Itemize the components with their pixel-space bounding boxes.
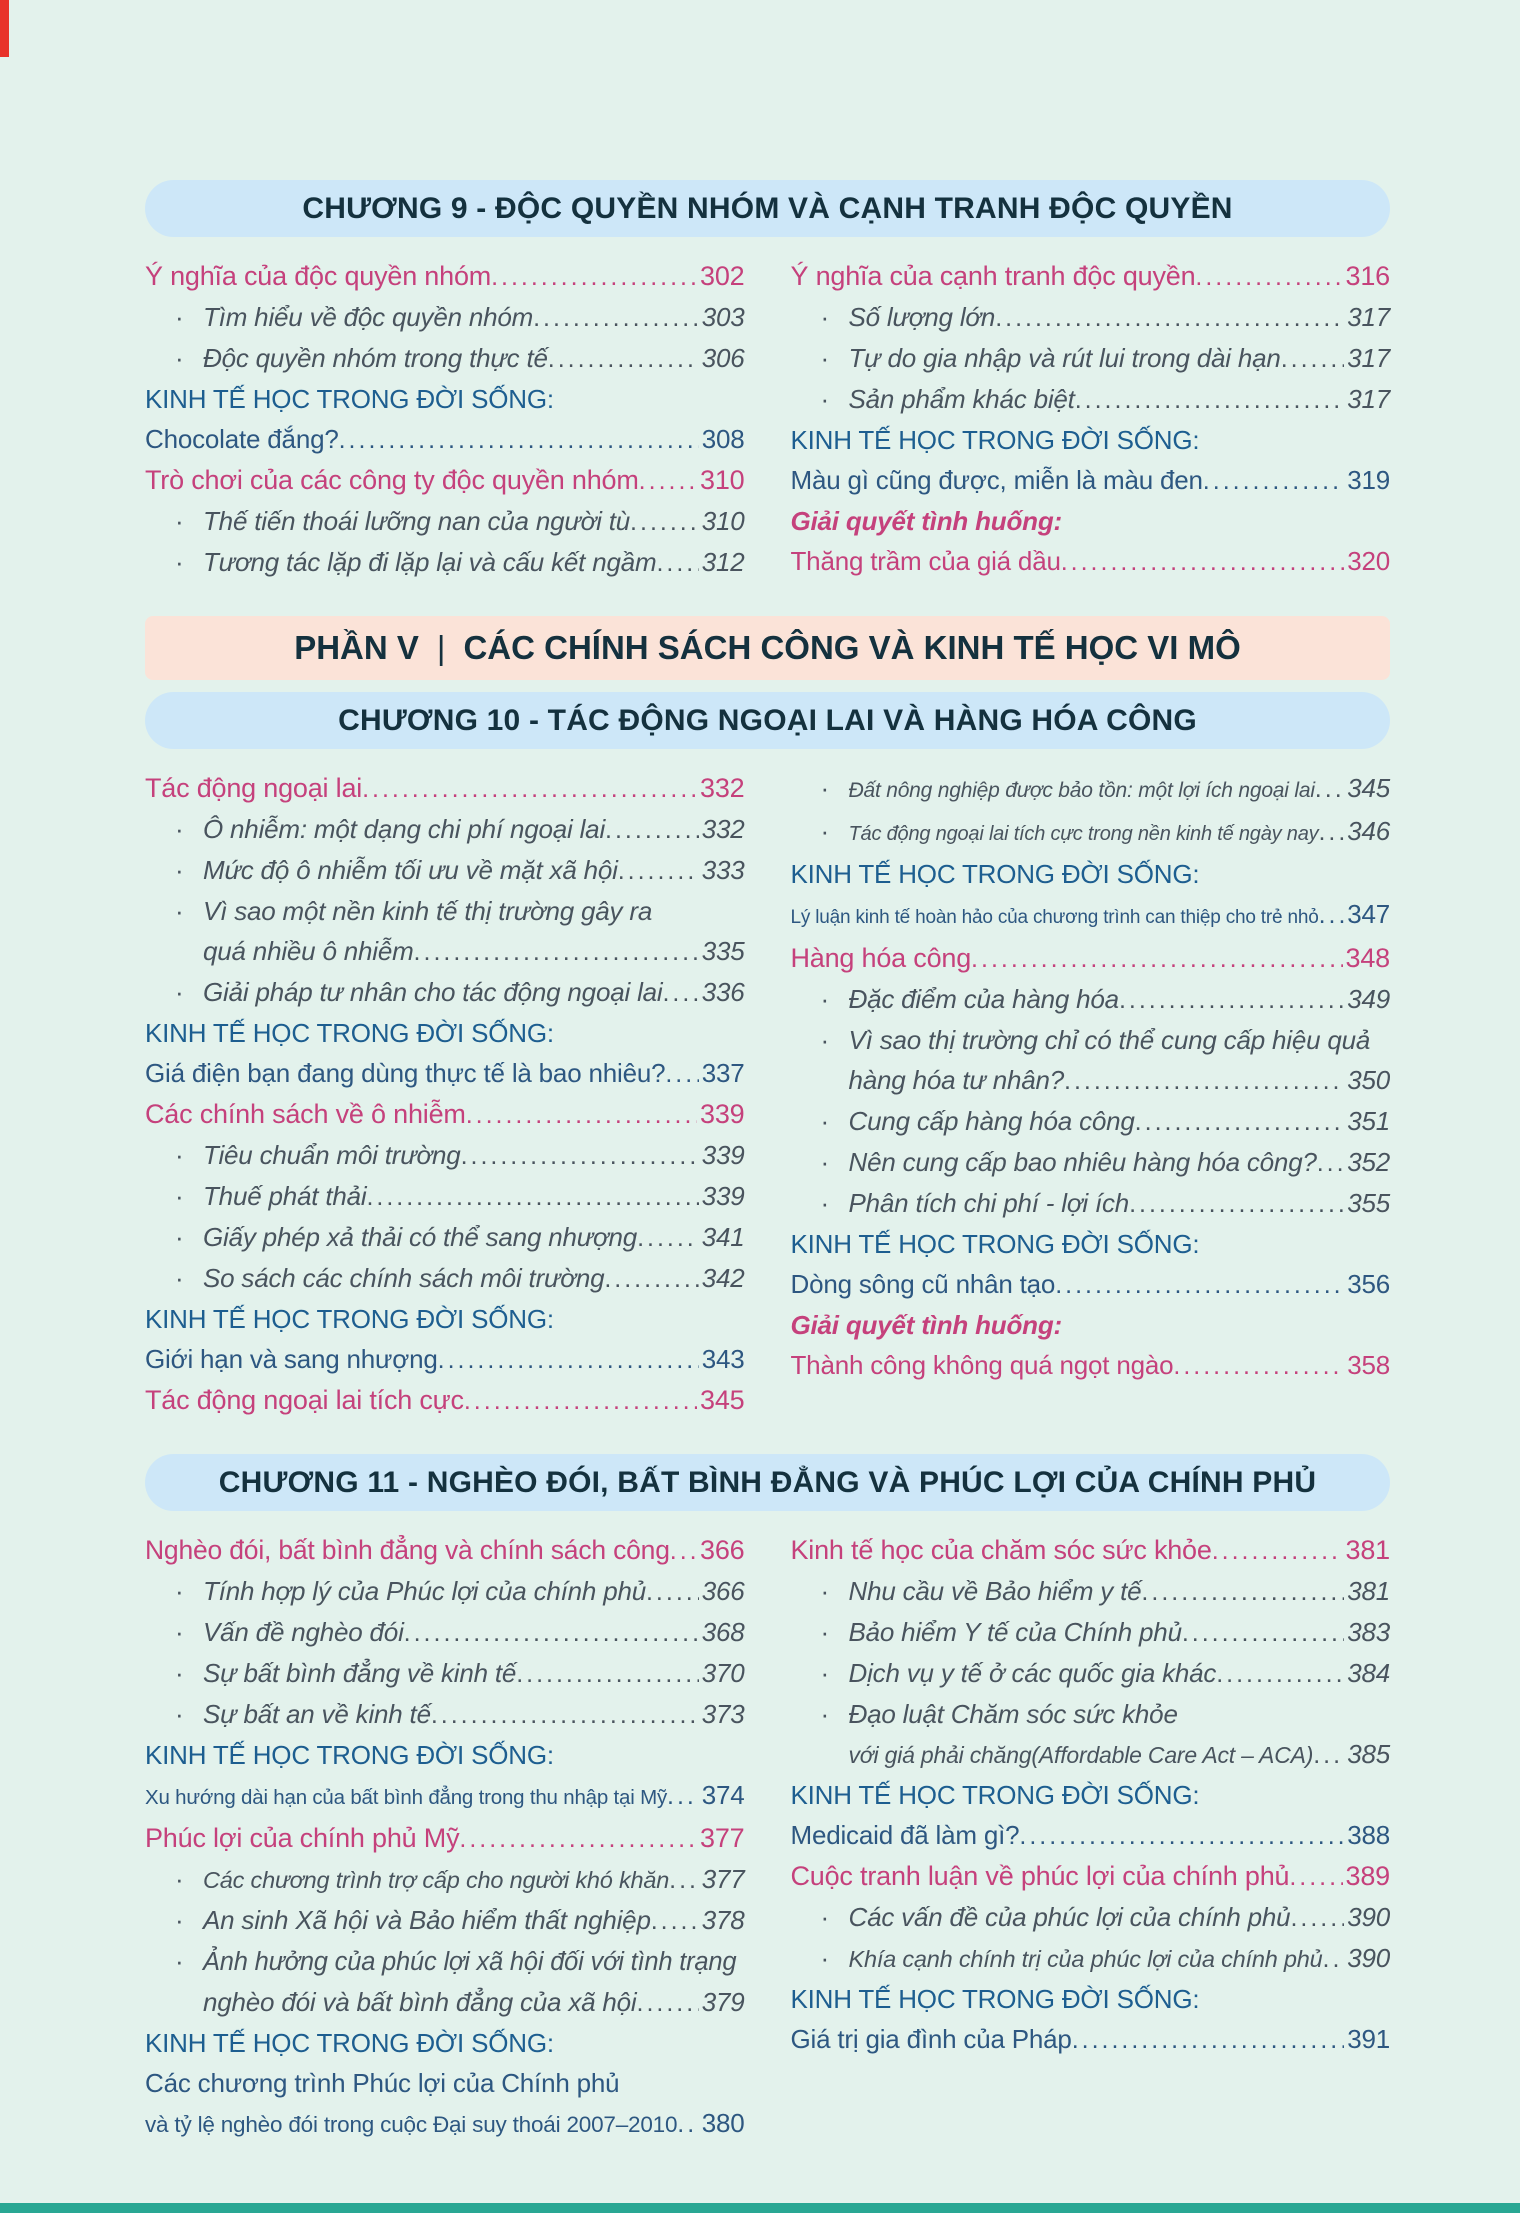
footer-accent-bar <box>0 2203 1520 2213</box>
part-5-label: PHẦN V <box>294 629 419 666</box>
toc-feature-label <box>145 1304 745 1334</box>
toc-section-heading <box>791 1861 1391 1892</box>
page-number: 381 <box>1345 1535 1390 1565</box>
entry-text: Thăng trầm của giá dầu <box>790 546 1061 576</box>
entry-text: · Tiêu chuẩn môi trường <box>203 1140 461 1170</box>
entry-text: · An sinh Xã hội và Bảo hiểm thất nghiệp <box>203 1905 651 1935</box>
page-number: 332 <box>700 773 745 803</box>
page-number: 355 <box>1347 1188 1390 1218</box>
entry-text: · Cung cấp hàng hóa công <box>848 1106 1135 1136</box>
dot-leader <box>366 1181 698 1212</box>
entry-text: KINH TẾ HỌC TRONG ĐỜI SỐNG: <box>790 1984 1200 2014</box>
toc-section-heading <box>791 261 1391 292</box>
dot-leader <box>1055 1269 1344 1300</box>
dot-leader <box>1289 1861 1342 1892</box>
dot-leader <box>438 1344 699 1375</box>
page-number: 317 <box>1347 384 1390 414</box>
toc-subitem <box>145 855 745 886</box>
toc-feature-label <box>145 1740 745 1770</box>
toc-subitem-continued <box>791 1065 1391 1096</box>
entry-text: KINH TẾ HỌC TRONG ĐỜI SỐNG: <box>790 859 1200 889</box>
dot-leader <box>404 1617 699 1648</box>
toc-subitem <box>145 1699 745 1730</box>
toc-subitem <box>145 1222 745 1253</box>
entry-text: Medicaid đã làm gì? <box>790 1820 1020 1850</box>
dot-leader <box>1216 1658 1344 1689</box>
chapter-10-columns <box>145 773 1390 1426</box>
page-number: 351 <box>1347 1106 1390 1136</box>
page-number: 384 <box>1347 1658 1390 1688</box>
toc-subitem <box>145 1617 745 1648</box>
dot-leader <box>1135 1106 1345 1137</box>
entry-text: · Phân tích chi phí - lợi ích <box>848 1188 1130 1218</box>
toc-case-study-label <box>791 1310 1391 1340</box>
toc-section-heading <box>145 261 745 292</box>
toc-subitem <box>145 814 745 845</box>
toc-feature-item <box>145 2068 745 2098</box>
toc-section-heading <box>145 1535 745 1566</box>
toc-feature-label <box>145 2028 745 2058</box>
toc-subitem-continued <box>791 1739 1391 1770</box>
entry-text: Giới hạn và sang nhượng <box>145 1344 438 1374</box>
toc-subitem <box>145 547 745 578</box>
dot-leader <box>516 1658 699 1689</box>
toc-feature-item <box>145 1344 745 1375</box>
page-number: 388 <box>1347 1820 1390 1850</box>
toc-column-left <box>145 773 745 1426</box>
page-number: 350 <box>1347 1065 1390 1095</box>
entry-text: Chocolate đắng? <box>145 424 339 454</box>
entry-text: KINH TẾ HỌC TRONG ĐỜI SỐNG: <box>145 1304 554 1334</box>
dot-leader <box>461 1140 699 1171</box>
chapter-9-banner-title: CHƯƠNG 9 - ĐỘC QUYỀN NHÓM VÀ CẠNH TRANH ĐỘC QUYỀN <box>302 191 1233 225</box>
entry-text: · Tương tác lặp đi lặp lại và cấu kết ngầm <box>203 547 657 577</box>
toc-subitem <box>791 1188 1391 1219</box>
entry-text: KINH TẾ HỌC TRONG ĐỜI SỐNG: <box>145 1740 554 1770</box>
entry-text: · Ảnh hưởng của phúc lợi xã hội đối với tình trạng <box>203 1948 737 1976</box>
entry-text: · Giấy phép xả thải có thể sang nhượng <box>203 1222 638 1252</box>
page-number: 352 <box>1347 1147 1390 1177</box>
entry-text: Thành công không quá ngọt ngào <box>790 1350 1174 1380</box>
entry-text: · Mức độ ô nhiễm tối ưu về mặt xã hội <box>203 855 618 885</box>
dot-leader <box>677 2108 698 2139</box>
page-number: 342 <box>701 1263 745 1293</box>
entry-text: · Ô nhiễm: một dạng chi phí ngoại lai <box>203 814 606 844</box>
toc-feature-label <box>791 1780 1391 1810</box>
part-5-separator: | <box>436 629 446 666</box>
toc-section-heading <box>145 1823 745 1854</box>
chapter-11-columns <box>145 1535 1390 2150</box>
toc-subitem <box>791 1699 1391 1729</box>
dot-leader <box>459 1823 697 1854</box>
toc-subitem <box>145 1263 745 1294</box>
toc-section-heading <box>791 1535 1391 1566</box>
entry-text: quá nhiều ô nhiễm <box>203 936 414 966</box>
toc-feature-item <box>791 1269 1391 1300</box>
toc-feature-item <box>145 424 745 455</box>
entry-text: hàng hóa tư nhân? <box>848 1065 1064 1095</box>
entry-text: Tác động ngoại lai <box>145 773 363 803</box>
entry-text: · Bảo hiểm Y tế của Chính phủ <box>848 1617 1182 1647</box>
chapter-9-banner <box>145 180 1390 237</box>
chapter-11-banner <box>145 1454 1390 1511</box>
dot-leader <box>1061 546 1345 577</box>
page-number: 345 <box>700 1385 745 1415</box>
entry-text: Giá điện bạn đang dùng thực tế là bao nhiêu? <box>145 1058 666 1088</box>
page-number: 383 <box>1347 1617 1390 1647</box>
page-number: 317 <box>1347 302 1390 332</box>
toc-subitem <box>791 1576 1391 1607</box>
toc-feature-item <box>145 1780 745 1813</box>
entry-text: Dòng sông cũ nhân tạo <box>790 1269 1056 1299</box>
toc-subitem <box>145 1946 745 1977</box>
dot-leader <box>605 814 699 845</box>
toc-subitem <box>145 302 745 333</box>
page-number: 381 <box>1347 1576 1390 1606</box>
entry-text: nghèo đói và bất bình đẳng của xã hội <box>203 1987 637 2017</box>
dot-leader <box>1075 384 1345 415</box>
entry-text: Ý nghĩa của độc quyền nhóm <box>145 261 492 291</box>
page-number: 339 <box>700 1099 745 1129</box>
page-number: 319 <box>1347 465 1390 495</box>
dot-leader <box>637 1987 699 2018</box>
dot-leader <box>1119 984 1344 1015</box>
page-number: 380 <box>701 2108 745 2138</box>
page-number: 339 <box>701 1140 745 1170</box>
toc-feature-label <box>791 1984 1391 2014</box>
page-number: 312 <box>701 547 745 577</box>
dot-leader <box>464 1385 697 1416</box>
entry-text: Giải quyết tình huống: <box>790 506 1062 536</box>
page-number: 317 <box>1347 343 1390 373</box>
toc-column-right <box>791 773 1391 1426</box>
entry-text: Các chương trình Phúc lợi của Chính phủ <box>145 2068 620 2098</box>
page-number: 316 <box>1345 261 1390 291</box>
page-number: 389 <box>1345 1861 1390 1891</box>
page-number: 308 <box>701 424 745 454</box>
page-number: 343 <box>701 1344 745 1374</box>
page-number: 377 <box>701 1864 745 1894</box>
dot-leader <box>431 1699 699 1730</box>
dot-leader <box>1317 1147 1345 1178</box>
page-number: 341 <box>701 1222 745 1252</box>
entry-text: · Nên cung cấp bao nhiêu hàng hóa công? <box>848 1147 1317 1177</box>
page-number: 332 <box>701 814 745 844</box>
entry-text: · Tác động ngoại lai tích cực trong nền kinh tế ngày nay <box>848 823 1319 845</box>
dot-leader <box>1173 1350 1344 1381</box>
toc-section-heading <box>145 465 745 496</box>
entry-text: · Tính hợp lý của Phúc lợi của chính phủ <box>203 1576 646 1606</box>
entry-text: · Các chương trình trợ cấp cho người khó khăn <box>203 1867 670 1893</box>
entry-text: · So sách các chính sách môi trường <box>203 1263 605 1293</box>
dot-leader <box>670 1535 697 1566</box>
dot-leader <box>1313 1739 1344 1770</box>
toc-subitem <box>145 896 745 926</box>
dot-leader <box>1019 1820 1344 1851</box>
toc-feature-label <box>145 384 745 414</box>
entry-text: · Tự do gia nhập và rút lui trong dài hạn <box>848 343 1281 373</box>
page-number: 373 <box>701 1699 745 1729</box>
entry-text: · Sự bất bình đẳng về kinh tế <box>203 1658 517 1688</box>
dot-leader <box>1195 261 1342 292</box>
entry-text: · Vì sao thị trường chỉ có thể cung cấp hiệu quả <box>848 1025 1371 1055</box>
toc-feature-item <box>145 1058 745 1089</box>
entry-text: · Tìm hiểu về độc quyền nhóm <box>203 302 534 332</box>
page-number: 349 <box>1347 984 1390 1014</box>
dot-leader <box>491 261 697 292</box>
page-number: 366 <box>700 1535 745 1565</box>
entry-text: · Đạo luật Chăm sóc sức khỏe <box>848 1699 1178 1729</box>
chapter-10-banner-title: CHƯƠNG 10 - TÁC ĐỘNG NGOẠI LAI VÀ HÀNG HÓA CÔNG <box>338 703 1197 737</box>
entry-text: · Thuế phát thải <box>203 1181 367 1211</box>
dot-leader <box>339 424 699 455</box>
dot-leader <box>665 1058 698 1089</box>
dot-leader <box>971 943 1343 974</box>
toc-subitem <box>791 1617 1391 1648</box>
dot-leader <box>362 773 697 804</box>
page-number: 347 <box>1347 899 1390 929</box>
toc-subitem <box>791 343 1391 374</box>
toc-subitem <box>791 1106 1391 1137</box>
dot-leader <box>651 1905 699 1936</box>
entry-text: Các chính sách về ô nhiễm <box>145 1099 466 1129</box>
toc-subitem-continued <box>145 936 745 967</box>
dot-leader <box>604 1263 698 1294</box>
dot-leader <box>667 1780 699 1811</box>
dot-leader <box>1064 1065 1344 1096</box>
toc-feature-item <box>791 899 1391 933</box>
toc-feature-item <box>791 465 1391 496</box>
page-number: 306 <box>701 343 745 373</box>
dot-leader <box>618 855 699 886</box>
toc-subitem <box>145 1864 745 1895</box>
entry-text: · Độc quyền nhóm trong thực tế <box>203 343 548 373</box>
toc-column-left <box>145 261 745 588</box>
entry-text: Nghèo đói, bất bình đẳng và chính sách công <box>145 1535 670 1565</box>
entry-text: Lý luận kinh tế hoàn hảo của chương trình can thiệp cho trẻ nhỏ <box>790 907 1319 928</box>
entry-text: KINH TẾ HỌC TRONG ĐỜI SỐNG: <box>790 425 1200 455</box>
page-number: 377 <box>700 1823 745 1853</box>
dot-leader <box>1290 1902 1344 1933</box>
entry-text: Xu hướng dài hạn của bất bình đẳng trong thu nhập tại Mỹ <box>145 1786 668 1809</box>
entry-text: và tỷ lệ nghèo đói trong cuộc Đại suy thoái 2007–2010 <box>145 2112 678 2137</box>
entry-text: Giải quyết tình huống: <box>790 1310 1062 1340</box>
entry-text: KINH TẾ HỌC TRONG ĐỜI SỐNG: <box>790 1780 1200 1810</box>
page-number: 346 <box>1347 816 1390 846</box>
toc-case-study-label <box>791 506 1391 536</box>
chapter-10-banner <box>145 692 1390 749</box>
part-5-banner <box>145 616 1390 680</box>
dot-leader <box>1319 899 1345 930</box>
toc-subitem <box>145 1576 745 1607</box>
dot-leader <box>1141 1576 1344 1607</box>
toc-column-left <box>145 1535 745 2150</box>
dot-leader <box>637 1222 699 1253</box>
entry-text: Phúc lợi của chính phủ Mỹ <box>145 1823 460 1853</box>
page-number: 320 <box>1347 546 1390 576</box>
dot-leader <box>533 302 699 333</box>
entry-text: · Sự bất an về kinh tế <box>203 1699 431 1729</box>
dot-leader <box>466 1099 697 1130</box>
toc-subitem <box>791 384 1391 415</box>
entry-text: · Vấn đề nghèo đói <box>203 1617 404 1647</box>
toc-subitem <box>791 1902 1391 1933</box>
toc-feature-label <box>791 1229 1391 1259</box>
dot-leader <box>656 547 698 578</box>
entry-text: · Giải pháp tư nhân cho tác động ngoại lai <box>203 977 663 1007</box>
entry-text: KINH TẾ HỌC TRONG ĐỜI SỐNG: <box>145 1018 554 1048</box>
dot-leader <box>1129 1188 1344 1219</box>
entry-text: với giá phải chăng(Affordable Care Act – ACA) <box>848 1742 1314 1768</box>
chapter-9-columns <box>145 261 1390 588</box>
page-number: 335 <box>701 936 745 966</box>
toc-subitem <box>791 1943 1391 1974</box>
toc-feature-label <box>791 425 1391 455</box>
toc-content <box>145 180 1390 2178</box>
entry-text: · Đất nông nghiệp được bảo tồn: một lợi ích ngoại lai <box>848 779 1315 802</box>
toc-feature-item <box>791 1820 1391 1851</box>
toc-section-heading <box>145 1099 745 1130</box>
toc-section-heading <box>791 943 1391 974</box>
toc-subitem-continued <box>145 1987 745 2018</box>
dot-leader <box>1315 773 1344 804</box>
toc-subitem <box>145 1658 745 1689</box>
entry-text: · Nhu cầu về Bảo hiểm y tế <box>848 1576 1142 1606</box>
page-number: 379 <box>701 1987 745 2017</box>
toc-subitem <box>791 773 1391 806</box>
entry-text: · Các vấn đề của phúc lợi của chính phủ <box>848 1902 1291 1932</box>
page-number: 385 <box>1347 1739 1390 1769</box>
entry-text: · Dịch vụ y tế ở các quốc gia khác <box>848 1658 1217 1688</box>
dot-leader <box>630 506 699 537</box>
dot-leader <box>662 977 698 1008</box>
toc-subitem <box>791 984 1391 1015</box>
toc-subitem <box>145 1140 745 1171</box>
toc-section-heading <box>145 1385 745 1416</box>
toc-feature-label <box>791 859 1391 889</box>
entry-text: Trò chơi của các công ty độc quyền nhóm <box>145 465 639 495</box>
page-number: 370 <box>701 1658 745 1688</box>
entry-text: · Số lượng lớn <box>848 302 996 332</box>
page-number: 303 <box>701 302 745 332</box>
page-number: 356 <box>1347 1269 1390 1299</box>
toc-subitem <box>145 977 745 1008</box>
dot-leader <box>414 936 699 967</box>
page-number: 336 <box>701 977 745 1007</box>
toc-feature-label <box>145 1018 745 1048</box>
entry-text: Tác động ngoại lai tích cực <box>145 1385 464 1415</box>
entry-text: KINH TẾ HỌC TRONG ĐỜI SỐNG: <box>790 1229 1200 1259</box>
dot-leader <box>1212 1535 1343 1566</box>
page-number: 348 <box>1345 943 1390 973</box>
page-number: 391 <box>1347 2024 1390 2054</box>
entry-text: KINH TẾ HỌC TRONG ĐỜI SỐNG: <box>145 384 554 414</box>
toc-subitem <box>145 1905 745 1936</box>
toc-case-study-item <box>791 546 1391 577</box>
dot-leader <box>1281 343 1345 374</box>
toc-case-study-item <box>791 1350 1391 1381</box>
dot-leader <box>995 302 1344 333</box>
chapter-11-banner-title: CHƯƠNG 11 - NGHÈO ĐÓI, BẤT BÌNH ĐẲNG VÀ PHÚC LỢI CỦA CHÍNH PHỦ <box>218 1465 1317 1499</box>
page-number: 339 <box>701 1181 745 1211</box>
toc-column-right <box>791 261 1391 588</box>
page-number: 368 <box>701 1617 745 1647</box>
toc-subitem <box>145 1181 745 1212</box>
entry-text: · Vì sao một nền kinh tế thị trường gây ra <box>203 896 653 926</box>
toc-subitem <box>791 302 1391 333</box>
page-number: 333 <box>701 855 745 885</box>
toc-subitem <box>791 1147 1391 1178</box>
dot-leader <box>1182 1617 1344 1648</box>
page-number: 378 <box>701 1905 745 1935</box>
part-5-title: CÁC CHÍNH SÁCH CÔNG VÀ KINH TẾ HỌC VI MÔ <box>463 629 1241 666</box>
dot-leader <box>1318 816 1344 847</box>
entry-text: Kinh tế học của chăm sóc sức khỏe <box>790 1535 1212 1565</box>
dot-leader <box>548 343 699 374</box>
page-number: 345 <box>1347 773 1390 803</box>
dot-leader <box>1323 1943 1345 1974</box>
dot-leader <box>669 1864 699 1895</box>
page-number: 366 <box>701 1576 745 1606</box>
dot-leader <box>639 465 697 496</box>
page-number: 358 <box>1347 1350 1390 1380</box>
page-number: 390 <box>1347 1902 1390 1932</box>
toc-section-heading <box>145 773 745 804</box>
dot-leader <box>646 1576 699 1607</box>
page-number: 310 <box>701 506 745 536</box>
entry-text: Hàng hóa công <box>790 943 972 973</box>
toc-subitem <box>791 1025 1391 1055</box>
toc-feature-item <box>791 2024 1391 2055</box>
toc-subitem <box>791 816 1391 849</box>
toc-subitem <box>145 506 745 537</box>
page-edge-mark <box>0 0 9 57</box>
page-number: 374 <box>701 1780 745 1810</box>
page-number: 310 <box>700 465 745 495</box>
toc-subitem <box>145 343 745 374</box>
entry-text: · Thế tiến thoái lưỡng nan của người tù <box>203 506 631 536</box>
toc-feature-item-continued <box>145 2108 745 2140</box>
entry-text: Cuộc tranh luận về phúc lợi của chính phủ <box>790 1861 1290 1891</box>
entry-text: · Khía cạnh chính trị của phúc lợi của chính phủ <box>848 1946 1323 1972</box>
entry-text: Ý nghĩa của cạnh tranh độc quyền <box>790 261 1196 291</box>
page-number: 390 <box>1347 1943 1390 1973</box>
page-number: 337 <box>701 1058 745 1088</box>
toc-subitem <box>791 1658 1391 1689</box>
entry-text: KINH TẾ HỌC TRONG ĐỜI SỐNG: <box>145 2028 554 2058</box>
entry-text: Màu gì cũng được, miễn là màu đen <box>790 465 1203 495</box>
dot-leader <box>1203 465 1344 496</box>
entry-text: · Đặc điểm của hàng hóa <box>848 984 1119 1014</box>
page-number: 302 <box>700 261 745 291</box>
toc-column-right <box>791 1535 1391 2150</box>
entry-text: · Sản phẩm khác biệt <box>848 384 1075 414</box>
entry-text: Giá trị gia đình của Pháp <box>790 2024 1072 2054</box>
dot-leader <box>1072 2024 1345 2055</box>
